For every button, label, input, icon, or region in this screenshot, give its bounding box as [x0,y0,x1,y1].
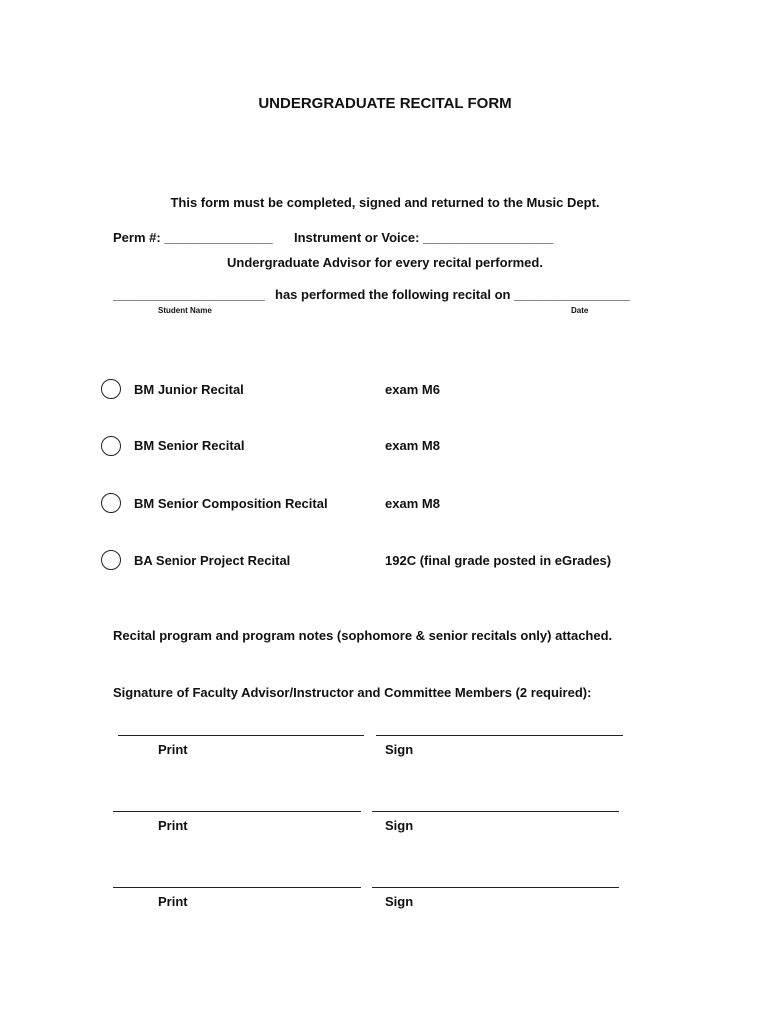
print-line[interactable] [113,811,361,812]
recital-label: BM Senior Recital [134,438,245,453]
intro-line-2: Undergraduate Advisor for every recital performed. [227,255,543,270]
sign-caption: Sign [385,818,414,833]
print-caption: Print [158,742,188,757]
print-caption: Print [158,818,188,833]
recital-exam: exam M8 [385,438,440,453]
radio-bm-junior-recital[interactable] [101,379,121,399]
student-name-caption: Student Name [158,306,212,315]
student-name-field[interactable]: _____________________ [113,287,265,302]
recital-label: BM Junior Recital [134,382,244,397]
form-title: UNDERGRADUATE RECITAL FORM [258,95,512,112]
recital-label: BA Senior Project Recital [134,553,291,568]
recital-date-field[interactable]: has performed the following recital on ________________ [275,287,630,302]
instrument-voice-field[interactable]: Instrument or Voice: __________________ [294,230,554,245]
sign-line[interactable] [372,887,619,888]
sign-caption: Sign [385,894,414,909]
perm-number-field[interactable]: Perm #: _______________ [113,230,273,245]
recital-exam: 192C (final grade posted in eGrades) [385,553,612,568]
recital-label: BM Senior Composition Recital [134,496,328,511]
sign-caption: Sign [385,742,414,757]
recital-exam: exam M8 [385,496,440,511]
print-caption: Print [158,894,188,909]
print-line[interactable] [118,735,364,736]
signature-heading: Signature of Faculty Advisor/Instructor and Committee Members (2 required): [113,685,592,700]
print-line[interactable] [113,887,361,888]
radio-ba-senior-project-recital[interactable] [101,550,121,570]
radio-bm-senior-composition-recital[interactable] [101,493,121,513]
date-caption: Date [571,306,589,315]
radio-bm-senior-recital[interactable] [101,436,121,456]
intro-line-1: This form must be completed, signed and returned to the Music Dept. [170,195,600,210]
recital-exam: exam M6 [385,382,440,397]
sign-line[interactable] [372,811,619,812]
sign-line[interactable] [376,735,623,736]
program-notes-text: Recital program and program notes (sophomore & senior recitals only) attached. [113,628,613,643]
